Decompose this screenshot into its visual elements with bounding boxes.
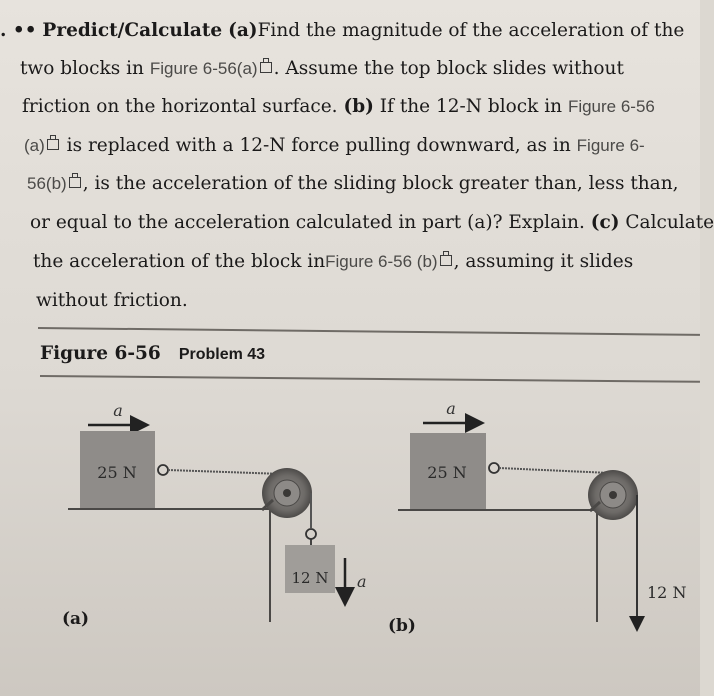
figure-link-56b[interactable]: 56(b) bbox=[27, 174, 67, 193]
figure-link-6-56b[interactable]: Figure 6-56 (b) bbox=[325, 252, 438, 271]
figure-number: Figure 6-56 bbox=[40, 343, 161, 364]
line-6-text: or equal to the acceleration calculated in part (a)? Explain. bbox=[30, 212, 585, 233]
line-7-rest: , assuming it slides bbox=[453, 251, 634, 272]
pulley-b-axle bbox=[609, 491, 617, 499]
line-6-rest: Calculate bbox=[619, 212, 714, 233]
panel-a-label: (a) bbox=[62, 609, 90, 629]
accel-label-a: a bbox=[113, 401, 123, 420]
line-4-text: is replaced with a 12-N force pulling downward, as in bbox=[60, 135, 571, 156]
pulley-a-axle bbox=[283, 489, 291, 497]
top-block-a-label: 25 N bbox=[97, 463, 137, 482]
line-7-text: the acceleration of the block in bbox=[33, 251, 326, 272]
line-3-text: friction on the horizontal surface. bbox=[22, 96, 338, 117]
hook-a bbox=[158, 465, 168, 475]
figure-link-a[interactable]: (a) bbox=[24, 136, 45, 155]
panel-b bbox=[388, 399, 686, 636]
table-a bbox=[68, 509, 270, 622]
hook-hanging-a bbox=[306, 529, 316, 539]
figure-link-6[interactable]: Figure 6- bbox=[576, 136, 645, 155]
top-block-b-label: 25 N bbox=[427, 463, 467, 482]
force-label-b: 12 N bbox=[647, 583, 687, 602]
line-5-text: , is the acceleration of the sliding block greater than, less than, bbox=[82, 173, 679, 194]
table-b bbox=[398, 510, 597, 622]
difficulty-bullets: . •• bbox=[0, 20, 37, 41]
part-c-label: (c) bbox=[590, 212, 620, 233]
rope-horizontal-b bbox=[499, 468, 610, 473]
line-1-text: Find the magnitude of the acceleration of the bbox=[257, 20, 685, 41]
accel-label-b: a bbox=[446, 399, 456, 418]
figure-problem-ref: Problem 43 bbox=[178, 346, 266, 363]
accel-label-hanging-a: a bbox=[357, 572, 367, 591]
panel-b-label: (b) bbox=[388, 616, 416, 636]
rope-horizontal-a bbox=[168, 470, 283, 474]
line-2-text: two blocks in bbox=[20, 58, 144, 79]
line-3-rest: If the 12-N block in bbox=[373, 96, 563, 117]
figure-link-6-56a[interactable]: Figure 6-56(a) bbox=[149, 59, 258, 78]
part-b-label: (b) bbox=[343, 96, 374, 117]
figure-link-6-56[interactable]: Figure 6-56 bbox=[567, 97, 655, 116]
line-8-text: without friction. bbox=[36, 290, 188, 311]
line-2-rest: . Assume the top block slides without bbox=[273, 58, 624, 79]
hook-b bbox=[489, 463, 499, 473]
problem-heading: Predict/Calculate bbox=[42, 20, 223, 41]
hanging-block-a-label: 12 N bbox=[291, 569, 329, 587]
part-a-label: (a) bbox=[228, 20, 258, 41]
panel-a bbox=[62, 401, 367, 629]
